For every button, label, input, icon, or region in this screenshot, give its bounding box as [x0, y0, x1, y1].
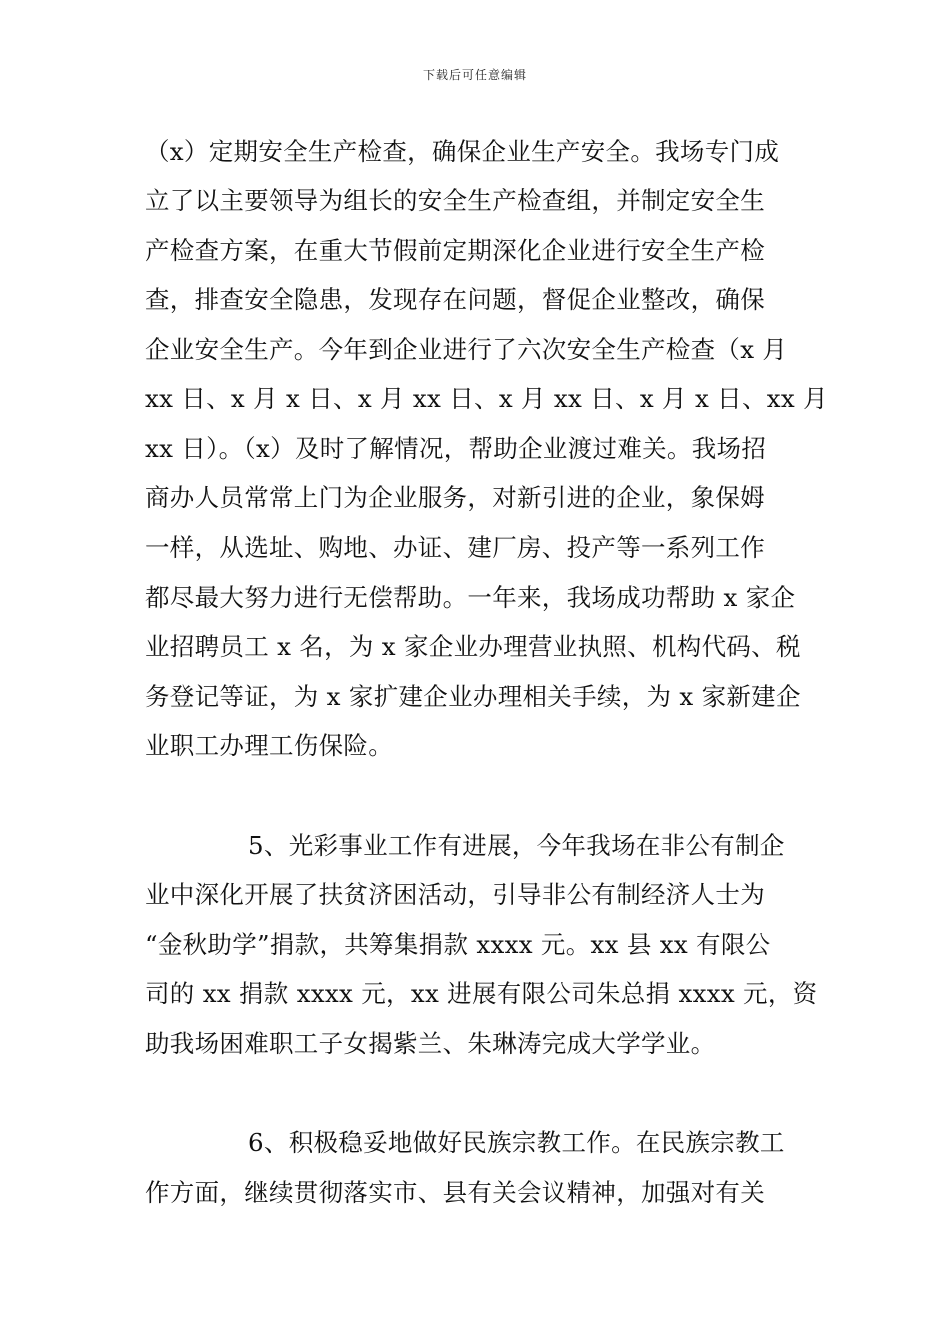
- text-line: 6、积极稳妥地做好民族宗教工作。在民族宗教工: [248, 1128, 785, 1157]
- text-line: 司的 xx 捐款 xxxx 元，xx 进展有限公司朱总捐 xxxx 元，资: [145, 979, 818, 1008]
- text-line: 业职工办理工伤保险。: [145, 731, 393, 760]
- text-line: 商办人员常常上门为企业服务，对新引进的企业，象保姆: [145, 483, 765, 512]
- page-header: 下载后可任意编辑: [422, 68, 527, 82]
- text-line: （x）定期安全生产检查，确保企业生产安全。我场专门成: [145, 137, 780, 166]
- text-line: 助我场困难职工子女揭紫兰、朱琳涛完成大学学业。: [145, 1029, 716, 1058]
- text-line: 务登记等证，为 x 家扩建企业办理相关手续，为 x 家新建企: [145, 682, 801, 711]
- text-line: xx 日）。（x）及时了解情况，帮助企业渡过难关。我场招: [145, 434, 767, 463]
- text-line: 立了以主要领导为组长的安全生产检查组，并制定安全生: [145, 186, 765, 215]
- text-line: 5、光彩事业工作有进展，今年我场在非公有制企: [248, 831, 785, 860]
- text-line: 都尽最大努力进行无偿帮助。一年来，我场成功帮助 x 家企: [145, 583, 796, 612]
- text-line: 业中深化开展了扶贫济困活动，引导非公有制经济人士为: [145, 880, 765, 909]
- text-line: 作方面，继续贯彻落实市、县有关会议精神，加强对有关: [145, 1178, 765, 1207]
- text-line: 产检查方案，在重大节假前定期深化企业进行安全生产检: [145, 236, 765, 265]
- text-line: 一样，从选址、购地、办证、建厂房、投产等一系列工作: [145, 533, 765, 562]
- text-line: 查，排查安全隐患，发现存在问题，督促企业整改，确保: [145, 285, 765, 314]
- text-line: 业招聘员工 x 名，为 x 家企业办理营业执照、机构代码、税: [145, 632, 801, 661]
- text-line: “金秋助学”捐款，共筹集捐款 xxxx 元。xx 县 xx 有限公: [145, 930, 771, 959]
- text-line: xx 日、x 月 x 日、x 月 xx 日、x 月 xx 日、x 月 x 日、xx 月: [145, 384, 828, 413]
- text-line: 企业安全生产。今年到企业进行了六次安全生产检查（x 月: [145, 335, 788, 364]
